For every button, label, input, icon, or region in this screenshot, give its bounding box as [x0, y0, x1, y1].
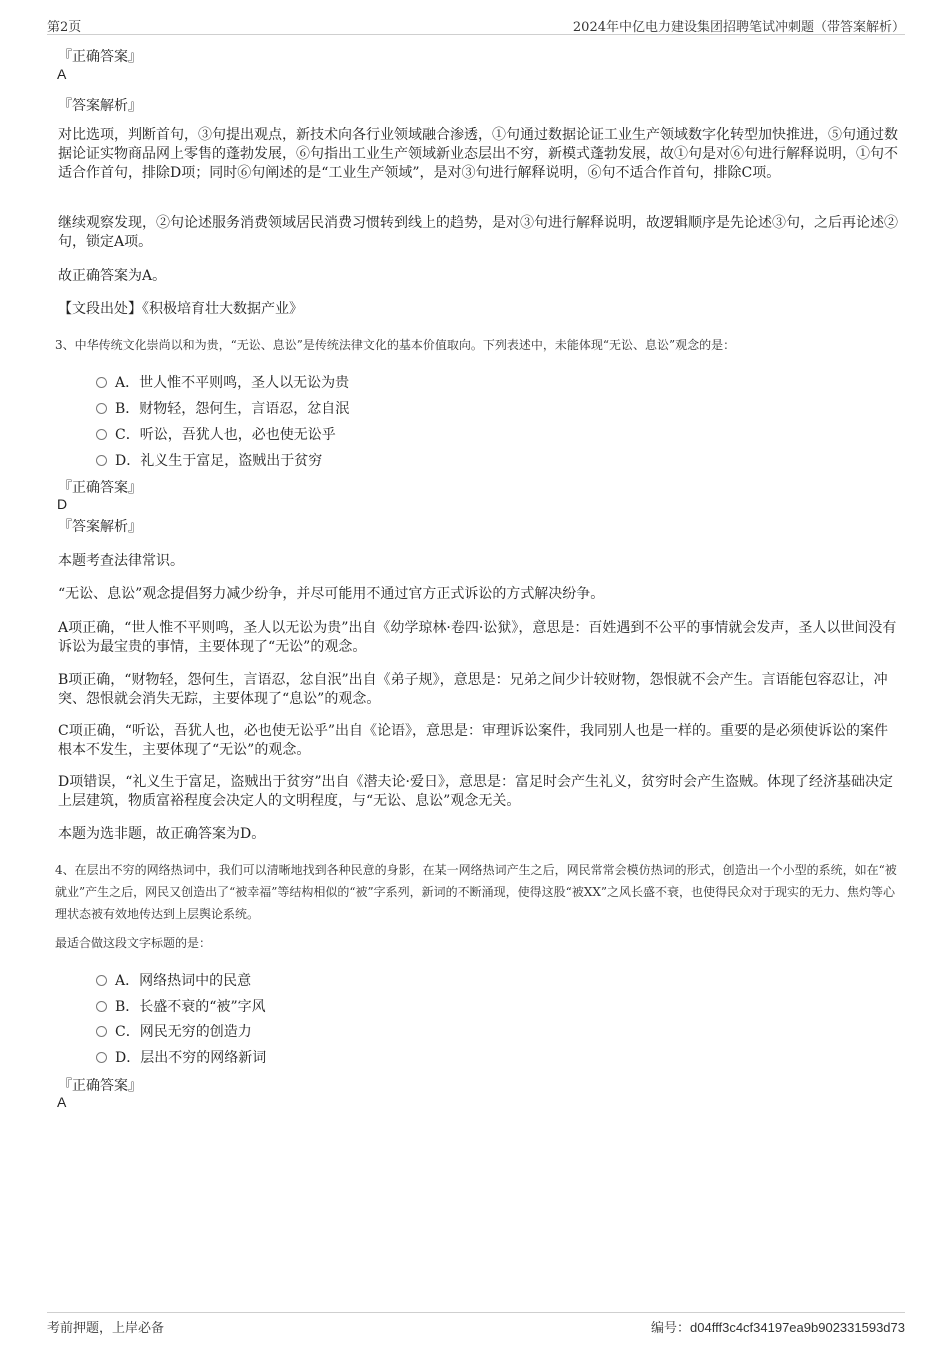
radio-icon[interactable] — [96, 377, 107, 388]
page-footer — [47, 1312, 905, 1335]
analysis-paragraph: B项正确，“财物轻，怨何生，言语忍，忿自泯”出自《弟子规》，意思是：兄弟之间少计较财物，怨恨就不会产生。言语能包容忍让，冲突、怨恨就会消失无踪，主要体现了“息讼”的观念。 — [58, 672, 888, 707]
question-3-text: 3、中华传统文化崇尚以和为贵，“无讼、息讼”是传统法律文化的基本价值取向。下列表述中，未能体现“无讼、息讼”观念的是： — [55, 338, 736, 352]
analysis-paragraph: 本题考查法律常识。 — [58, 553, 184, 569]
question-4-prompt: 最适合做这段文字标题的是： — [55, 936, 212, 950]
analysis-label: 『答案解析』 — [58, 519, 142, 535]
analysis-paragraph: “无讼、息讼”观念提倡努力减少纷争，并尽可能用不通过官方正式诉讼的方式解决纷争。 — [58, 586, 605, 602]
analysis-conclusion: 故正确答案为A。 — [58, 268, 167, 284]
q4-option-b[interactable]: B．长盛不衰的“被”字风 — [96, 996, 266, 1016]
correct-answer-value: A — [57, 1094, 67, 1110]
analysis-conclusion: 本题为选非题，故正确答案为D。 — [58, 826, 266, 842]
code-value: d04fff3c4cf34197ea9b902331593d73 — [690, 1320, 905, 1335]
correct-answer-value: A — [57, 66, 67, 82]
analysis-label: 『答案解析』 — [58, 98, 142, 114]
document-code — [651, 1317, 905, 1336]
correct-answer-label: 『正确答案』 — [58, 480, 142, 496]
analysis-paragraph: D项错误，“礼义生于富足，盗贼出于贫穷”出自《潜夫论·爱日》，意思是：富足时会产生礼义，贫穷时会产生盗贼。体现了经济基础决定上层建筑，物质富裕程度会决定人的文明程度，与“无讼、息讼”观念无关。 — [58, 774, 893, 809]
radio-icon[interactable] — [96, 975, 107, 986]
page-header — [47, 14, 905, 35]
radio-icon[interactable] — [96, 1052, 107, 1063]
radio-icon[interactable] — [96, 429, 107, 440]
code-label: 编号： — [651, 1321, 691, 1336]
analysis-paragraph: 对比选项，判断首句，③句提出观点，新技术向各行业领域融合渗透，①句通过数据论证工业生产领域数字化转型加快推进，⑤句通过数据论证实物商品网上零售的蓬勃发展，⑥句指出工业生产领域新业态层出不穷，新模式蓬勃发展，故①句是对⑥句进行解释说明，①句不适合作首句，排除D项；同时⑥句阐述的是“工业生产领域”，是对③句进行解释说明，⑥句不适合作首句，排除C项。 — [58, 127, 898, 181]
q3-option-a[interactable]: A．世人惟不平则鸣，圣人以无讼为贵 — [96, 372, 349, 392]
radio-icon[interactable] — [96, 1026, 107, 1037]
correct-answer-label: 『正确答案』 — [58, 49, 142, 65]
correct-answer-label: 『正确答案』 — [58, 1078, 142, 1094]
correct-answer-value: D — [57, 496, 68, 512]
q4-option-d[interactable]: D．层出不穷的网络新词 — [96, 1047, 266, 1067]
q3-option-d[interactable]: D．礼义生于富足，盗贼出于贫穷 — [96, 450, 322, 470]
analysis-paragraph: C项正确，“听讼，吾犹人也，必也使无讼乎”出自《论语》，意思是：审理诉讼案件，我同别人也是一样的。重要的是必须使诉讼的案件根本不发生，主要体现了“无讼”的观念。 — [58, 723, 889, 758]
question-4-text: 4、在层出不穷的网络热词中，我们可以清晰地找到各种民意的身影，在某一网络热词产生之后，网民常常会模仿热词的形式，创造出一个小型的系统，如在“被就业”产生之后，网民又创造出了“被幸福”等结构相似的“被”字系列，新词的不断涌现，使得这股“被XX”之风长盛不衰，也使得民众对于现实的无力、焦灼等心理状态被有效地传达到上层舆论系统。 — [55, 863, 897, 921]
q3-option-b[interactable]: B．财物轻，怨何生，言语忍，忿自泯 — [96, 398, 349, 418]
document-title: 2024年中亿电力建设集团招聘笔试冲刺题（带答案解析） — [572, 20, 905, 35]
analysis-paragraph: 继续观察发现，②句论述服务消费领域居民消费习惯转到线上的趋势，是对③句进行解释说明，故逻辑顺序是先论述③句，之后再论述②句，锁定A项。 — [58, 215, 898, 250]
footer-slogan: 考前押题，上岸必备 — [47, 1321, 165, 1336]
source-citation: 【文段出处】《积极培育壮大数据产业》 — [58, 301, 303, 317]
q3-option-c[interactable]: C．听讼，吾犹人也，必也使无讼乎 — [96, 424, 336, 444]
analysis-paragraph: A项正确，“世人惟不平则鸣，圣人以无讼为贵”出自《幼学琼林·卷四·讼狱》，意思是：百姓遇到不公平的事情就会发声，圣人以世间没有诉讼为最宝贵的事情，主要体现了“无讼”的观念。 — [58, 620, 897, 655]
radio-icon[interactable] — [96, 1001, 107, 1012]
radio-icon[interactable] — [96, 455, 107, 466]
q4-option-a[interactable]: A．网络热词中的民意 — [96, 970, 251, 990]
q4-option-c[interactable]: C．网民无穷的创造力 — [96, 1021, 252, 1041]
radio-icon[interactable] — [96, 403, 107, 414]
page-number: 第2页 — [47, 20, 82, 35]
